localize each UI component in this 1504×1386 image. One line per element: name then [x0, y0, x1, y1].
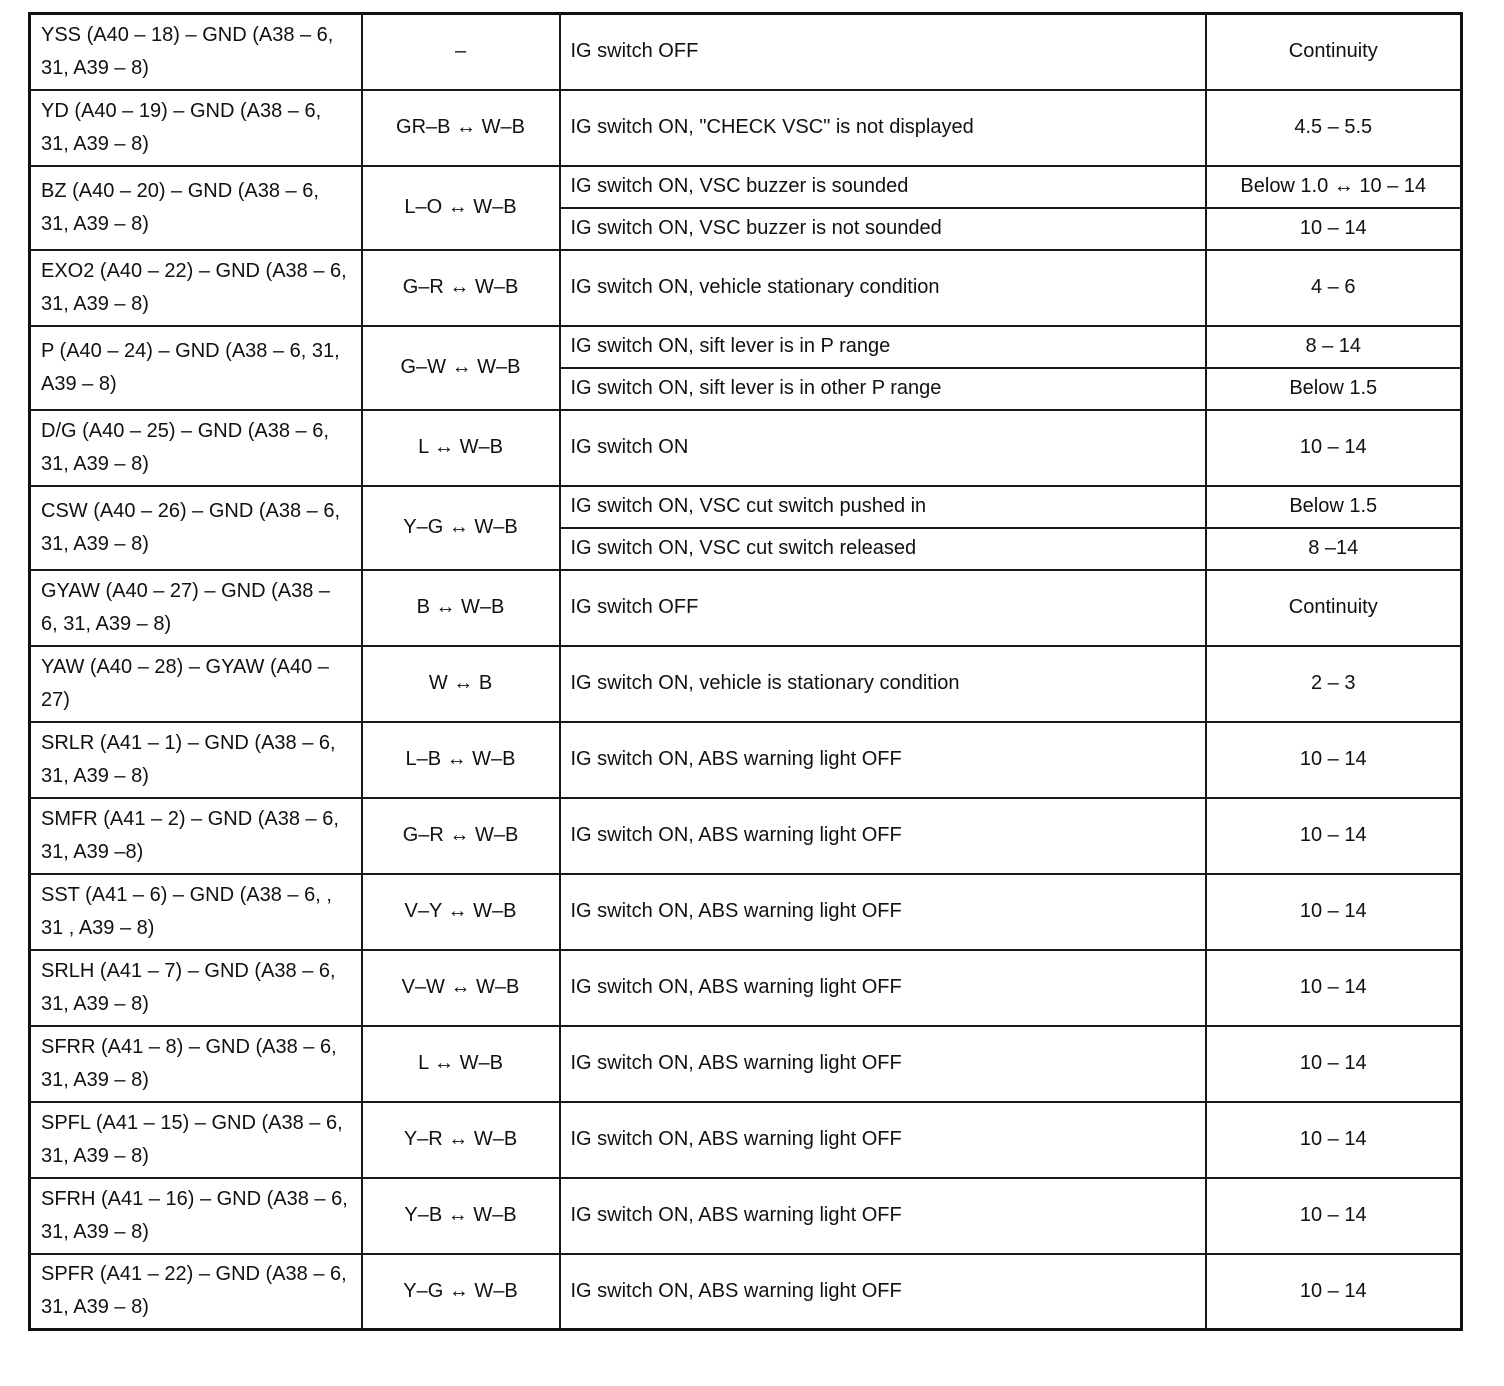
table-row: [30, 1178, 1462, 1254]
wiring-color-cell: L–O ↔ W–B: [362, 166, 560, 250]
terminal-cell: SRLH (A41 – 7) – GND (A38 – 6, 31, A39 – 8): [30, 950, 362, 1026]
terminal-cell: YD (A40 – 19) – GND (A38 – 6, 31, A39 – 8): [30, 90, 362, 166]
terminal-cell: P (A40 – 24) – GND (A38 – 6, 31, A39 – 8): [30, 326, 362, 410]
specified-condition-cell: Continuity: [1206, 570, 1462, 646]
wiring-color-cell: V–W ↔ W–B: [362, 950, 560, 1026]
specified-condition-cell: 10 – 14: [1206, 208, 1462, 250]
condition-cell: IG switch ON, VSC cut switch pushed in: [560, 486, 1206, 528]
condition-cell: IG switch ON, vehicle stationary condition: [560, 250, 1206, 326]
condition-cell: IG switch ON, ABS warning light OFF: [560, 722, 1206, 798]
wiring-color-cell: Y–R ↔ W–B: [362, 1102, 560, 1178]
specified-condition-cell: 10 – 14: [1206, 798, 1462, 874]
condition-cell: IG switch ON, "CHECK VSC" is not displayed: [560, 90, 1206, 166]
specified-condition-cell: 10 – 14: [1206, 722, 1462, 798]
wiring-color-cell: G–R ↔ W–B: [362, 798, 560, 874]
terminal-cell: YAW (A40 – 28) – GYAW (A40 – 27): [30, 646, 362, 722]
table-row: [30, 326, 1462, 368]
specified-condition-cell: 10 – 14: [1206, 1102, 1462, 1178]
specified-condition-cell: Below 1.5: [1206, 368, 1462, 410]
terminal-cell: SFRH (A41 – 16) – GND (A38 – 6, 31, A39 – 8): [30, 1178, 362, 1254]
table-row: [30, 14, 1462, 90]
condition-cell: IG switch ON, ABS warning light OFF: [560, 798, 1206, 874]
condition-cell: IG switch ON, VSC buzzer is sounded: [560, 166, 1206, 208]
wiring-color-cell: W ↔ B: [362, 646, 560, 722]
wiring-color-cell: V–Y ↔ W–B: [362, 874, 560, 950]
condition-cell: IG switch ON, sift lever is in other P range: [560, 368, 1206, 410]
table-row: [30, 250, 1462, 326]
specified-condition-cell: 8 –14: [1206, 528, 1462, 570]
terminal-cell: SFRR (A41 – 8) – GND (A38 – 6, 31, A39 – 8): [30, 1026, 362, 1102]
wiring-color-cell: G–W ↔ W–B: [362, 326, 560, 410]
terminal-cell: SST (A41 – 6) – GND (A38 – 6, , 31 , A39 – 8): [30, 874, 362, 950]
specified-condition-cell: 10 – 14: [1206, 1178, 1462, 1254]
condition-cell: IG switch ON, vehicle is stationary condition: [560, 646, 1206, 722]
specified-condition-cell: 10 – 14: [1206, 874, 1462, 950]
wiring-color-cell: Y–B ↔ W–B: [362, 1178, 560, 1254]
table-row: [30, 798, 1462, 874]
wiring-color-cell: L ↔ W–B: [362, 410, 560, 486]
condition-cell: IG switch ON, VSC buzzer is not sounded: [560, 208, 1206, 250]
wiring-color-cell: –: [362, 14, 560, 90]
terminal-cell: CSW (A40 – 26) – GND (A38 – 6, 31, A39 – 8): [30, 486, 362, 570]
specified-condition-cell: 10 – 14: [1206, 1254, 1462, 1330]
table-row: [30, 570, 1462, 646]
table-row: [30, 1026, 1462, 1102]
specified-condition-cell: 4 – 6: [1206, 250, 1462, 326]
specified-condition-cell: 8 – 14: [1206, 326, 1462, 368]
terminal-cell: SMFR (A41 – 2) – GND (A38 – 6, 31, A39 –8): [30, 798, 362, 874]
specified-condition-cell: 10 – 14: [1206, 950, 1462, 1026]
terminal-spec-body: [30, 14, 1462, 1330]
condition-cell: IG switch OFF: [560, 14, 1206, 90]
terminal-cell: SPFR (A41 – 22) – GND (A38 – 6, 31, A39 – 8): [30, 1254, 362, 1330]
wiring-color-cell: L–B ↔ W–B: [362, 722, 560, 798]
wiring-color-cell: GR–B ↔ W–B: [362, 90, 560, 166]
table-row: [30, 950, 1462, 1026]
condition-cell: IG switch ON, ABS warning light OFF: [560, 1102, 1206, 1178]
condition-cell: IG switch ON, VSC cut switch released: [560, 528, 1206, 570]
condition-cell: IG switch ON, ABS warning light OFF: [560, 1026, 1206, 1102]
condition-cell: IG switch OFF: [560, 570, 1206, 646]
terminal-cell: SRLR (A41 – 1) – GND (A38 – 6, 31, A39 – 8): [30, 722, 362, 798]
condition-cell: IG switch ON: [560, 410, 1206, 486]
wiring-color-cell: L ↔ W–B: [362, 1026, 560, 1102]
wiring-color-cell: G–R ↔ W–B: [362, 250, 560, 326]
terminal-cell: YSS (A40 – 18) – GND (A38 – 6, 31, A39 – 8): [30, 14, 362, 90]
condition-cell: IG switch ON, ABS warning light OFF: [560, 950, 1206, 1026]
table-row: [30, 1254, 1462, 1330]
specified-condition-cell: 10 – 14: [1206, 1026, 1462, 1102]
terminal-cell: BZ (A40 – 20) – GND (A38 – 6, 31, A39 – 8): [30, 166, 362, 250]
condition-cell: IG switch ON, ABS warning light OFF: [560, 874, 1206, 950]
terminal-spec-table: [28, 12, 1463, 1331]
table-row: [30, 722, 1462, 798]
table-row: [30, 1102, 1462, 1178]
terminal-cell: GYAW (A40 – 27) – GND (A38 – 6, 31, A39 – 8): [30, 570, 362, 646]
specified-condition-cell: 4.5 – 5.5: [1206, 90, 1462, 166]
table-row: [30, 646, 1462, 722]
table-row: [30, 874, 1462, 950]
table-row: [30, 410, 1462, 486]
terminal-cell: SPFL (A41 – 15) – GND (A38 – 6, 31, A39 – 8): [30, 1102, 362, 1178]
condition-cell: IG switch ON, ABS warning light OFF: [560, 1254, 1206, 1330]
condition-cell: IG switch ON, ABS warning light OFF: [560, 1178, 1206, 1254]
specified-condition-cell: Below 1.0 ↔ 10 – 14: [1206, 166, 1462, 208]
table-row: [30, 486, 1462, 528]
terminal-cell: D/G (A40 – 25) – GND (A38 – 6, 31, A39 – 8): [30, 410, 362, 486]
specified-condition-cell: Continuity: [1206, 14, 1462, 90]
table-row: [30, 90, 1462, 166]
wiring-color-cell: Y–G ↔ W–B: [362, 486, 560, 570]
table-row: [30, 166, 1462, 208]
wiring-color-cell: B ↔ W–B: [362, 570, 560, 646]
specified-condition-cell: 10 – 14: [1206, 410, 1462, 486]
terminal-cell: EXO2 (A40 – 22) – GND (A38 – 6, 31, A39 – 8): [30, 250, 362, 326]
specified-condition-cell: 2 – 3: [1206, 646, 1462, 722]
condition-cell: IG switch ON, sift lever is in P range: [560, 326, 1206, 368]
wiring-color-cell: Y–G ↔ W–B: [362, 1254, 560, 1330]
specified-condition-cell: Below 1.5: [1206, 486, 1462, 528]
